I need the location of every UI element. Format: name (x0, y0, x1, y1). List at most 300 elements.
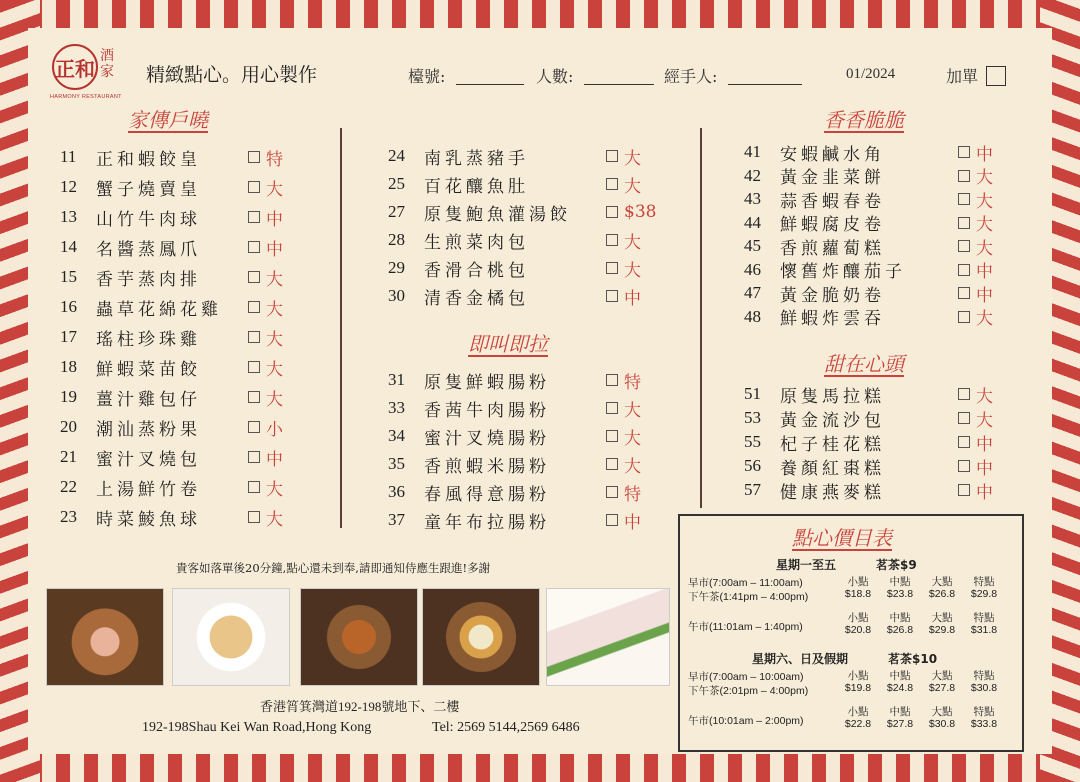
item-size (606, 284, 641, 309)
add-order-checkbox[interactable] (986, 66, 1006, 86)
address-en: 192-198Shau Kei Wan Road,Hong Kong (142, 720, 372, 735)
restaurant-name-en: HARMONY RESTAURANT (50, 94, 122, 100)
item-size (606, 228, 641, 253)
item-number: 21 (60, 447, 77, 466)
item-name: 瑤柱珍珠雞 (96, 329, 201, 350)
item-checkbox[interactable] (958, 217, 970, 229)
item-size-label: 大 (624, 428, 641, 449)
item-size (248, 475, 283, 500)
item-checkbox[interactable] (606, 486, 618, 498)
item-checkbox[interactable] (606, 430, 618, 442)
item-number: 29 (388, 258, 405, 277)
menu-sheet (28, 28, 1052, 754)
item-checkbox[interactable] (606, 262, 618, 274)
menu-item[interactable] (744, 430, 993, 455)
menu-item[interactable] (388, 198, 657, 226)
item-name: 潮汕蒸粉果 (96, 419, 201, 440)
item-name: 杞子桂花糕 (780, 434, 885, 455)
item-checkbox[interactable] (248, 271, 260, 283)
item-checkbox[interactable] (248, 511, 260, 523)
item-size (606, 508, 641, 533)
table-number-field[interactable] (456, 84, 524, 85)
section-title-rolls: 即叫即拉 (468, 332, 548, 356)
handler-label: 經手人: (664, 67, 718, 86)
item-size-label: 特 (266, 149, 283, 170)
item-name: 上湯鮮竹卷 (96, 479, 201, 500)
item-name: 山竹牛肉球 (96, 209, 201, 230)
price-value: $27.8 (928, 682, 956, 694)
price-cell (880, 576, 920, 600)
item-name: 鮮蝦菜苗餃 (96, 359, 201, 380)
item-name: 清香金橘包 (424, 288, 529, 309)
price-value: $26.8 (886, 624, 914, 636)
item-name: 童年布拉腸粉 (424, 512, 550, 533)
item-size-label: $38 (624, 202, 657, 222)
menu-item[interactable] (744, 382, 993, 407)
item-name: 黃金流沙包 (780, 410, 885, 431)
price-value: $27.8 (886, 718, 914, 730)
price-time-range (688, 670, 808, 698)
price-value: $30.8 (970, 682, 998, 694)
weekday-header: 星期一至五 (776, 558, 837, 572)
weekday-tea-price: 茗茶$9 (876, 558, 917, 572)
menu-item[interactable] (60, 232, 283, 262)
item-number: 55 (744, 432, 761, 451)
item-name: 名醬蒸鳳爪 (96, 239, 201, 260)
menu-item[interactable] (388, 394, 641, 422)
menu-item[interactable] (60, 472, 283, 502)
item-size (606, 396, 641, 421)
item-name: 蜜汁叉燒腸粉 (424, 428, 550, 449)
price-size-label: 特點 (973, 612, 995, 624)
item-size-label: 大 (976, 168, 993, 188)
item-name: 原隻鮑魚灌湯餃 (424, 204, 571, 225)
price-size-label: 小點 (847, 576, 869, 588)
item-number: 53 (744, 408, 761, 427)
item-checkbox[interactable] (248, 151, 260, 163)
item-checkbox[interactable] (606, 150, 618, 162)
menu-item[interactable] (60, 142, 283, 172)
price-size-label: 中點 (889, 706, 911, 718)
menu-item[interactable] (744, 305, 993, 329)
item-size-label: 中 (976, 262, 993, 282)
item-checkbox[interactable] (958, 193, 970, 205)
item-name: 香茜牛肉腸粉 (424, 400, 550, 421)
item-number: 20 (60, 417, 77, 436)
item-size (248, 415, 283, 440)
item-checkbox[interactable] (606, 178, 618, 190)
item-size-label: 中 (624, 288, 641, 309)
item-size-label: 中 (976, 434, 993, 455)
item-checkbox[interactable] (958, 460, 970, 472)
item-size (958, 478, 993, 503)
item-size-label: 大 (266, 509, 283, 530)
price-value: $29.8 (928, 624, 956, 636)
handler-field[interactable] (728, 84, 802, 85)
item-checkbox[interactable] (248, 181, 260, 193)
item-number: 12 (60, 177, 77, 196)
item-name: 香芋蒸肉排 (96, 269, 201, 290)
price-cell (922, 706, 962, 730)
menu-item[interactable] (60, 352, 283, 382)
price-cell (922, 670, 962, 694)
menu-item[interactable] (388, 226, 641, 254)
price-cell (838, 706, 878, 730)
menu-item[interactable] (60, 382, 283, 412)
item-number: 33 (388, 398, 405, 417)
menu-item[interactable] (388, 142, 641, 170)
item-name: 百花釀魚肚 (424, 176, 529, 197)
item-checkbox[interactable] (958, 388, 970, 400)
price-value: $33.8 (970, 718, 998, 730)
item-size-label: 中 (976, 285, 993, 306)
item-name: 蜜汁叉燒包 (96, 449, 201, 470)
item-size (248, 505, 283, 530)
item-size-label: 大 (266, 299, 283, 320)
item-size (606, 452, 641, 477)
people-count-label: 人數: (536, 67, 574, 86)
item-size (248, 355, 283, 380)
item-size-label: 中 (976, 144, 993, 165)
item-checkbox[interactable] (958, 146, 970, 158)
item-name: 蒜香蝦春卷 (780, 191, 885, 212)
price-size-label: 特點 (973, 576, 995, 588)
item-checkbox[interactable] (606, 206, 618, 218)
price-size-label: 中點 (889, 670, 911, 682)
item-size-label: 大 (624, 232, 641, 253)
item-number: 45 (744, 236, 761, 255)
dish-photo-siu-mai (46, 588, 164, 686)
telephone: Tel: 2569 5144,2569 6486 (432, 720, 580, 735)
price-cell (922, 576, 962, 600)
item-name: 黃金韭菜餅 (780, 168, 885, 188)
price-size-label: 特點 (973, 706, 995, 718)
menu-item[interactable] (744, 454, 993, 479)
item-name: 蟲草花綿花雞 (96, 299, 222, 320)
item-number: 14 (60, 237, 77, 256)
price-cell (838, 670, 878, 694)
menu-item[interactable] (388, 282, 641, 310)
price-cell (964, 612, 1004, 636)
item-size (606, 172, 641, 197)
menu-item[interactable] (60, 442, 283, 472)
item-size-label: 特 (624, 484, 641, 505)
item-size (248, 175, 283, 200)
item-checkbox[interactable] (248, 361, 260, 373)
item-number: 19 (60, 387, 77, 406)
weekend-tea-price: 茗茶$10 (888, 652, 938, 666)
table-number-label: 檯號: (408, 67, 446, 86)
item-size (958, 406, 993, 431)
item-size (248, 325, 283, 350)
item-number: 51 (744, 384, 761, 403)
item-number: 44 (744, 212, 761, 232)
item-number: 46 (744, 259, 761, 279)
menu-item[interactable] (60, 262, 283, 292)
menu-item[interactable] (388, 478, 641, 506)
item-name: 春風得意腸粉 (424, 484, 550, 505)
menu-date: 01/2024 (846, 66, 896, 82)
item-size-label: 中 (266, 239, 283, 260)
item-size (958, 187, 993, 212)
menu-item[interactable] (60, 292, 283, 322)
item-size-label: 大 (266, 179, 283, 200)
item-size (248, 235, 283, 260)
price-cell (880, 612, 920, 636)
price-value: $22.8 (844, 718, 872, 730)
item-number: 41 (744, 142, 761, 161)
item-size (958, 430, 993, 455)
item-checkbox[interactable] (958, 484, 970, 496)
item-size (606, 202, 656, 222)
item-checkbox[interactable] (248, 421, 260, 433)
item-number: 13 (60, 207, 77, 226)
item-size-label: 大 (976, 191, 993, 212)
item-name: 養顏紅棗糕 (780, 458, 885, 479)
item-number: 17 (60, 327, 77, 346)
item-size (958, 163, 993, 188)
price-size-label: 大點 (931, 670, 953, 682)
item-size-label: 中 (266, 209, 283, 230)
price-cell (922, 612, 962, 636)
item-size-label: 大 (266, 479, 283, 500)
item-size (958, 304, 993, 329)
item-size-label: 中 (976, 482, 993, 503)
item-name: 鮮蝦炸雲吞 (780, 309, 885, 329)
item-size-label: 特 (624, 372, 641, 393)
item-size-label: 中 (624, 512, 641, 533)
item-size (958, 382, 993, 407)
item-number: 57 (744, 480, 761, 499)
item-size-label: 小 (266, 419, 283, 440)
item-number: 31 (388, 370, 405, 389)
price-time-range (688, 620, 803, 634)
item-number: 48 (744, 306, 761, 326)
section-title-crispy: 香香脆脆 (824, 108, 904, 132)
item-checkbox[interactable] (958, 436, 970, 448)
item-checkbox[interactable] (606, 290, 618, 302)
item-checkbox[interactable] (248, 391, 260, 403)
item-size (958, 234, 993, 259)
item-checkbox[interactable] (958, 264, 970, 276)
menu-item[interactable] (388, 506, 641, 534)
price-size-label: 特點 (973, 670, 995, 682)
item-name: 懷舊炸釀茄子 (780, 262, 906, 282)
price-cell (880, 670, 920, 694)
dish-photo-rice-roll (546, 588, 670, 686)
time-line-1: 午市(11:01am – 1:40pm) (688, 621, 803, 633)
item-checkbox[interactable] (248, 451, 260, 463)
item-size-label: 大 (624, 176, 641, 197)
dish-photo-abalone-dumpling (422, 588, 540, 686)
item-size-label: 大 (624, 260, 641, 281)
price-size-label: 小點 (847, 706, 869, 718)
price-cell (964, 576, 1004, 600)
price-size-label: 大點 (931, 706, 953, 718)
item-size (606, 480, 641, 505)
time-line-1: 午市(10:01am – 2:00pm) (688, 715, 804, 727)
item-size-label: 大 (266, 389, 283, 410)
item-name: 原隻馬拉糕 (780, 386, 885, 407)
item-number: 11 (60, 147, 77, 166)
restaurant-logo (52, 44, 98, 90)
logo-text: 正和 (55, 56, 95, 81)
price-value: $20.8 (844, 624, 872, 636)
item-size-label: 大 (976, 215, 993, 235)
item-size (248, 205, 283, 230)
menu-item[interactable] (60, 202, 283, 232)
item-name: 南乳蒸豬手 (424, 148, 529, 169)
menu-item[interactable] (60, 502, 283, 532)
menu-item[interactable] (744, 211, 993, 235)
item-name: 香滑合桃包 (424, 260, 529, 281)
price-cell (838, 576, 878, 600)
item-size-label: 大 (976, 386, 993, 407)
service-notice: 貴客如落單後20分鐘,點心還未到奉,請即通知侍應生跟進!多謝 (176, 561, 491, 575)
item-size-label: 大 (976, 309, 993, 329)
item-number: 43 (744, 189, 761, 208)
item-name: 香煎蘿蔔糕 (780, 238, 885, 259)
price-size-label: 中點 (889, 576, 911, 588)
item-name: 薑汁雞包仔 (96, 389, 201, 410)
item-size (606, 256, 641, 281)
item-checkbox[interactable] (958, 240, 970, 252)
price-size-label: 中點 (889, 612, 911, 624)
price-size-label: 大點 (931, 576, 953, 588)
item-size (958, 140, 993, 165)
item-name: 鮮蝦腐皮卷 (780, 215, 885, 235)
item-size-label: 大 (624, 456, 641, 477)
item-checkbox[interactable] (958, 287, 970, 299)
menu-item[interactable] (744, 140, 993, 165)
item-checkbox[interactable] (248, 211, 260, 223)
price-value: $19.8 (844, 682, 872, 694)
price-size-label: 小點 (847, 612, 869, 624)
menu-item[interactable] (744, 478, 993, 503)
item-checkbox[interactable] (606, 514, 618, 526)
item-checkbox[interactable] (606, 374, 618, 386)
item-checkbox[interactable] (958, 311, 970, 323)
item-size-label: 中 (976, 458, 993, 479)
item-number: 36 (388, 482, 405, 501)
item-checkbox[interactable] (248, 481, 260, 493)
menu-item[interactable] (388, 366, 641, 394)
price-time-range (688, 576, 808, 604)
item-checkbox[interactable] (248, 301, 260, 313)
item-checkbox[interactable] (606, 402, 618, 414)
time-line-2: 下午茶(1:41pm – 4:00pm) (688, 591, 809, 603)
item-size (606, 144, 641, 169)
price-value: $29.8 (970, 588, 998, 600)
column-divider-right (700, 128, 702, 508)
menu-item[interactable] (388, 422, 641, 450)
item-size (248, 445, 283, 470)
address-cn: 香港筲箕灣道192-198號地下、二樓 (260, 699, 460, 714)
item-size (606, 368, 641, 393)
item-name: 原隻鮮蝦腸粉 (424, 372, 550, 393)
item-size (248, 295, 283, 320)
item-checkbox[interactable] (958, 170, 970, 182)
menu-item[interactable] (744, 258, 993, 282)
item-number: 15 (60, 267, 77, 286)
menu-item[interactable] (60, 412, 283, 442)
item-checkbox[interactable] (606, 458, 618, 470)
menu-item[interactable] (60, 322, 283, 352)
item-size-label: 大 (976, 410, 993, 431)
item-size (606, 424, 641, 449)
item-checkbox[interactable] (248, 241, 260, 253)
price-value: $31.8 (970, 624, 998, 636)
item-size (958, 454, 993, 479)
item-checkbox[interactable] (958, 412, 970, 424)
item-number: 34 (388, 426, 405, 445)
menu-item[interactable] (388, 254, 641, 282)
people-count-field[interactable] (584, 84, 654, 85)
column-divider-left (340, 128, 342, 528)
price-size-label: 小點 (847, 670, 869, 682)
section-title-dessert: 甜在心頭 (824, 352, 904, 376)
item-size (958, 210, 993, 235)
item-size-label: 大 (624, 148, 641, 169)
item-size-label: 大 (624, 400, 641, 421)
item-number: 28 (388, 230, 405, 249)
menu-item[interactable] (388, 170, 641, 198)
menu-item[interactable] (744, 164, 993, 188)
price-value: $30.8 (928, 718, 956, 730)
item-name: 香煎蝦米腸粉 (424, 456, 550, 477)
item-number: 27 (388, 202, 405, 221)
time-line-1: 早市(7:00am – 11:00am) (688, 577, 803, 589)
item-number: 56 (744, 456, 761, 475)
weekend-header: 星期六、日及假期 (752, 652, 849, 666)
time-line-2: 下午茶(2:01pm – 4:00pm) (688, 685, 809, 697)
item-name: 正和蝦餃皇 (96, 149, 201, 170)
item-size-label: 大 (266, 359, 283, 380)
dish-photo-bean-curd-roll (172, 588, 290, 686)
restaurant-name-side: 酒家 (100, 48, 114, 80)
menu-item[interactable] (744, 281, 993, 306)
price-value: $23.8 (886, 588, 914, 600)
price-cell (964, 706, 1004, 730)
item-name: 黃金脆奶卷 (780, 285, 885, 306)
time-line-1: 早市(7:00am – 10:00am) (688, 671, 804, 683)
price-cell (880, 706, 920, 730)
item-name: 時菜鯪魚球 (96, 509, 201, 530)
menu-item[interactable] (744, 234, 993, 259)
item-size (958, 281, 993, 306)
slogan: 精緻點心。用心製作 (146, 64, 318, 86)
price-time-range (688, 714, 804, 728)
item-name: 生煎菜肉包 (424, 232, 529, 253)
item-checkbox[interactable] (606, 234, 618, 246)
item-number: 16 (60, 297, 77, 316)
item-name: 蟹子燒賣皇 (96, 179, 201, 200)
menu-item[interactable] (744, 406, 993, 431)
price-size-label: 大點 (931, 612, 953, 624)
menu-item[interactable] (388, 450, 641, 478)
item-number: 23 (60, 507, 77, 526)
item-number: 18 (60, 357, 77, 376)
menu-item[interactable] (60, 172, 283, 202)
menu-item[interactable] (744, 187, 993, 212)
dish-photo-dumplings (300, 588, 418, 686)
item-number: 47 (744, 283, 761, 302)
item-number: 24 (388, 146, 405, 165)
item-name: 健康燕麥糕 (780, 482, 885, 503)
item-checkbox[interactable] (248, 331, 260, 343)
item-number: 25 (388, 174, 405, 193)
price-cell (964, 670, 1004, 694)
